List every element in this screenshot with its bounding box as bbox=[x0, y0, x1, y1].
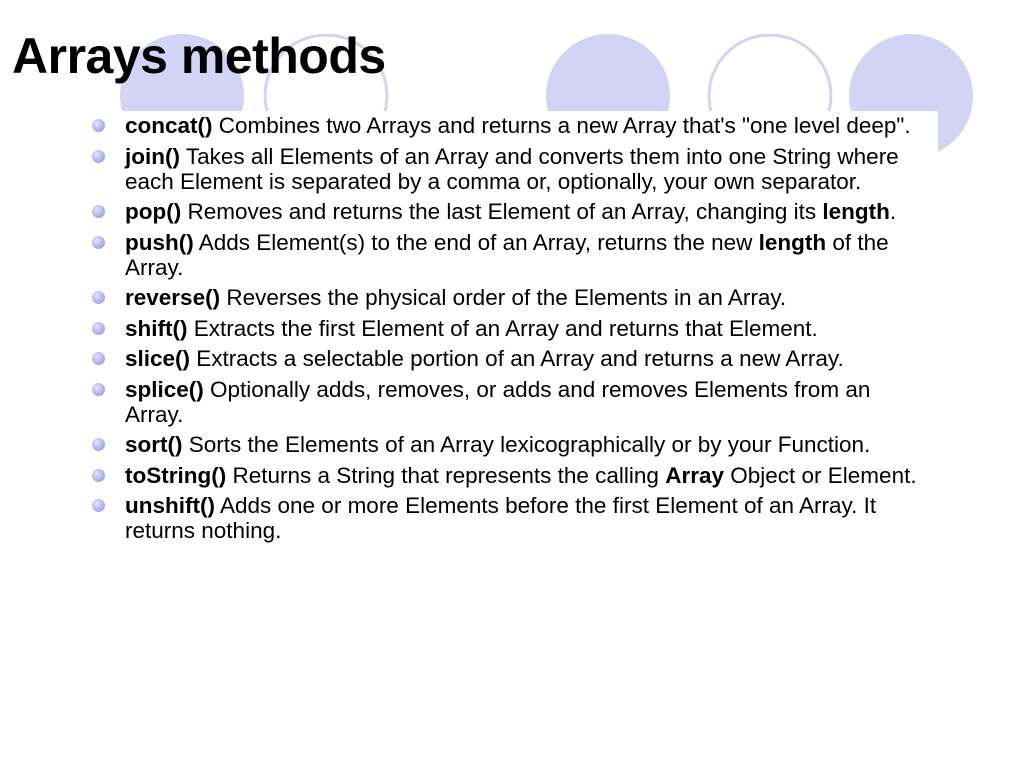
circle-bullet-icon bbox=[92, 469, 105, 482]
method-name: unshift() bbox=[125, 493, 215, 518]
method-description: Returns a String that represents the calling bbox=[226, 462, 666, 488]
method-list-item bbox=[92, 230, 932, 280]
circle-bullet-icon bbox=[92, 383, 105, 396]
method-name: pop() bbox=[125, 199, 182, 224]
method-list bbox=[92, 113, 932, 549]
keyword: length bbox=[822, 199, 890, 224]
circle-bullet-icon bbox=[92, 150, 105, 163]
method-list-item bbox=[92, 493, 932, 543]
method-description: Extracts the first Element of an Array and returns that Element. bbox=[187, 315, 818, 341]
circle-bullet-icon bbox=[92, 499, 105, 512]
method-name: reverse() bbox=[125, 285, 221, 310]
method-description: Sorts the Elements of an Array lexicographically or by your Function. bbox=[182, 432, 871, 457]
method-name: splice() bbox=[125, 376, 204, 402]
method-description: Optionally adds, removes, or adds and removes Elements from an Array. bbox=[125, 376, 871, 427]
method-name: toString() bbox=[125, 462, 227, 488]
circle-bullet-icon bbox=[92, 119, 105, 132]
keyword: Array bbox=[665, 462, 724, 488]
method-name: slice() bbox=[125, 346, 191, 371]
circle-bullet-icon bbox=[92, 352, 105, 365]
method-list-item bbox=[92, 346, 932, 371]
method-list-item bbox=[92, 113, 932, 138]
method-description: Reverses the physical order of the Elements in an Array. bbox=[220, 285, 787, 310]
method-list-item bbox=[92, 199, 932, 224]
method-description: Takes all Elements of an Array and converts them into one String where each Element is separated by a comma or, optionally, your own separator. bbox=[125, 143, 899, 194]
method-description: Adds Element(s) to the end of an Array, returns the new bbox=[193, 229, 759, 255]
method-name: sort() bbox=[125, 432, 183, 457]
method-description: Combines two Arrays and returns a new Array that's "one level deep". bbox=[212, 113, 911, 138]
method-description-tail: of the Array. bbox=[125, 229, 889, 280]
method-list-item bbox=[92, 285, 932, 310]
method-list-item bbox=[92, 463, 932, 488]
method-list-item bbox=[92, 432, 932, 457]
method-description: Extracts a selectable portion of an Array and returns a new Array. bbox=[190, 346, 844, 371]
method-description: Adds one or more Elements before the first Element of an Array. It returns nothing. bbox=[125, 493, 877, 543]
circle-bullet-icon bbox=[92, 438, 105, 451]
circle-bullet-icon bbox=[92, 322, 105, 335]
circle-bullet-icon bbox=[92, 236, 105, 249]
method-name: push() bbox=[125, 229, 194, 255]
method-list-item bbox=[92, 316, 932, 341]
method-description: Removes and returns the last Element of an Array, changing its bbox=[181, 199, 823, 224]
slide-title: Arrays methods bbox=[12, 28, 386, 84]
method-name: concat() bbox=[125, 113, 213, 138]
circle-bullet-icon bbox=[92, 205, 105, 218]
method-name: shift() bbox=[125, 315, 188, 341]
method-list-item bbox=[92, 144, 932, 194]
method-name: join() bbox=[125, 143, 180, 169]
method-description-tail: . bbox=[889, 199, 897, 224]
keyword: length bbox=[758, 229, 827, 255]
method-list-item bbox=[92, 377, 932, 427]
circle-bullet-icon bbox=[92, 291, 105, 304]
method-description-tail: Object or Element. bbox=[724, 462, 917, 488]
